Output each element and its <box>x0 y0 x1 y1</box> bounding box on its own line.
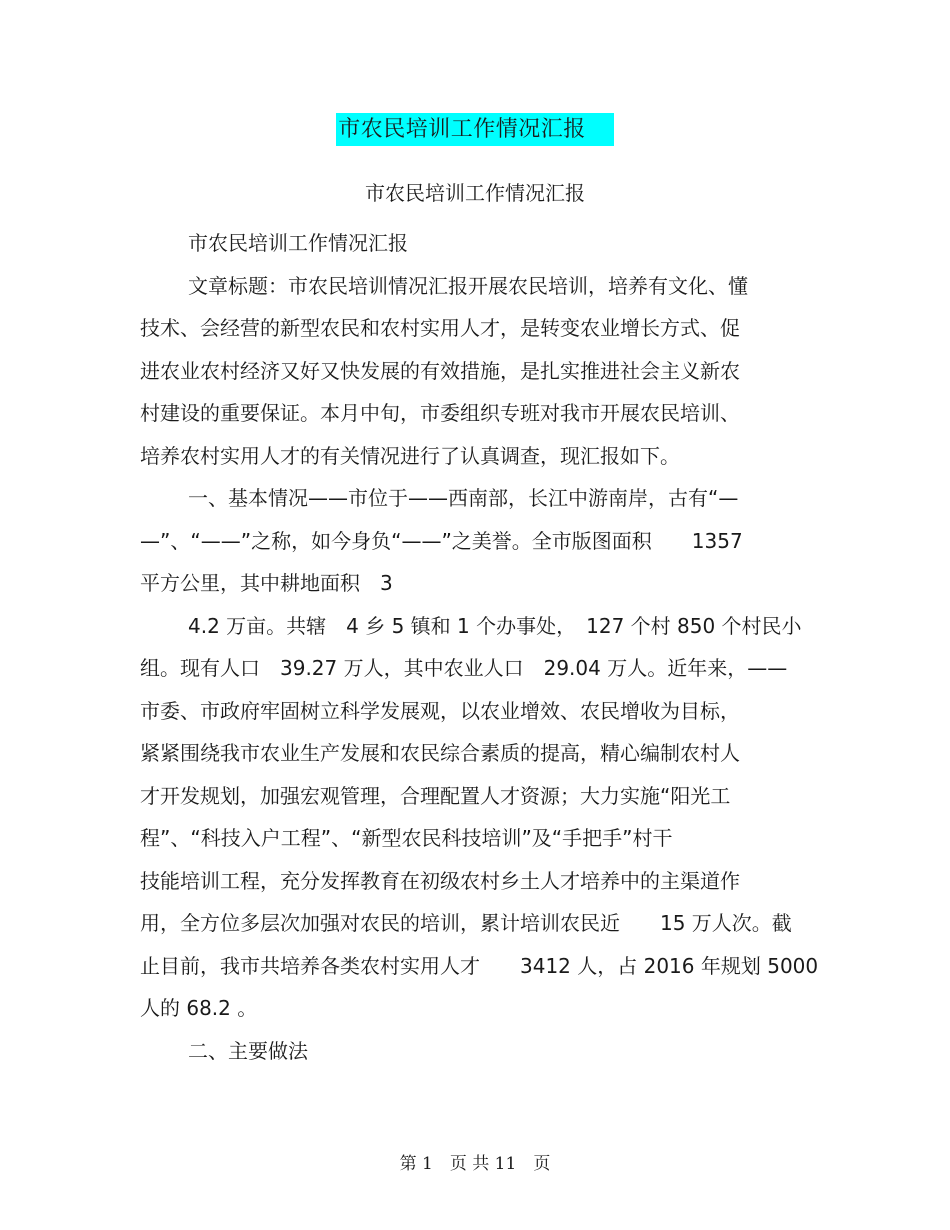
text-line: 组。现有人口 39.27 万人，其中农业人口 29.04 万人。近年来，—— <box>140 656 788 680</box>
text-line: 二、主要做法 <box>188 1038 308 1063</box>
text-line: 技术、会经营的新型农民和农村实用人才，是转变农业增长方式、促 <box>140 316 740 340</box>
document-body <box>140 222 820 1072</box>
text-line: 紧紧围绕我市农业生产发展和农民综合素质的提高，精心编制农村人 <box>140 741 740 765</box>
text-line: 村建设的重要保证。本月中旬，市委组织专班对我市开展农民培训、 <box>140 401 740 425</box>
text-line: 才开发规划，加强宏观管理，合理配置人才资源；大力实施“阳光工 <box>140 783 731 808</box>
text-line: 人的 68.2 。 <box>140 996 258 1020</box>
text-line: 用，全方位多层次加强对农民的培训，累计培训农民近 15 万人次。截 <box>140 911 792 935</box>
text-line: 培养农村实用人才的有关情况进行了认真调查，现汇报如下。 <box>140 443 680 468</box>
text-line: —”、“——”之称，如今身负“——”之美誉。全市版图面积 1357 <box>140 528 743 553</box>
text-line: 市委、市政府牢固树立科学发展观，以农业增效、农民增收为目标， <box>140 698 740 723</box>
text-line: 程”、“科技入户工程”、“新型农民科技培训”及“手把手”村干 <box>140 826 673 850</box>
text-line: 进农业农村经济又好又快发展的有效措施，是扎实推进社会主义新农 <box>140 358 740 383</box>
document-title: 市农民培训工作情况汇报 <box>365 181 585 205</box>
text-line: 市农民培训工作情况汇报 <box>188 231 408 255</box>
text-line: 一、基本情况——市位于——西南部，长江中游南岸，古有“— <box>188 486 739 510</box>
highlighted-title: 市农民培训工作情况汇报 <box>336 113 614 146</box>
text-line: 技能培训工程，充分发挥教育在初级农村乡土人才培养中的主渠道作 <box>140 868 740 893</box>
text-line: 止目前，我市共培养各类农村实用人才 3412 人，占 2016 年规划 5000 <box>140 953 819 978</box>
text-line: 平方公里，其中耕地面积 3 <box>140 571 393 595</box>
text-line: 文章标题：市农民培训情况汇报开展农民培训，培养有文化、懂 <box>188 273 748 298</box>
highlighted-heading-wrapper <box>0 113 950 146</box>
text-line: 4.2 万亩。共辖 4 乡 5 镇和 1 个办事处， 127 个村 850 个村民小 <box>188 613 802 638</box>
page-indicator: 第 1 页 共 11 页 <box>399 1154 551 1174</box>
